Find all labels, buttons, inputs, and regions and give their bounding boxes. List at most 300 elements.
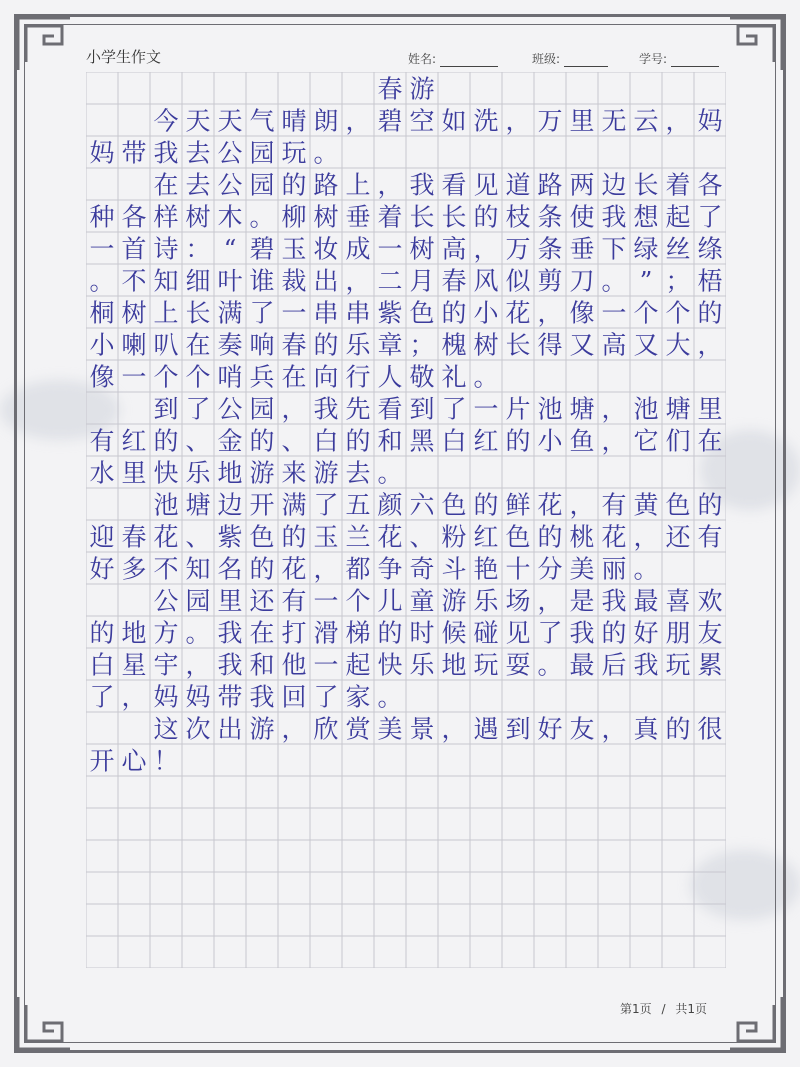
essay-char: 路 <box>313 170 339 200</box>
essay-char: 天 <box>185 106 211 136</box>
essay-char: 了 <box>441 394 467 424</box>
essay-char: 白 <box>313 426 339 456</box>
essay-char: 星 <box>121 650 147 680</box>
essay-char: 。 <box>313 138 339 168</box>
essay-char: 一 <box>313 586 339 616</box>
essay-char: 个 <box>345 586 371 616</box>
essay-char: 奇 <box>409 554 435 584</box>
essay-char: 红 <box>473 426 499 456</box>
essay-char: 的 <box>281 522 307 552</box>
essay-char: ， <box>345 266 371 296</box>
essay-char: 兵 <box>249 362 275 392</box>
essay-char: 叶 <box>217 266 243 296</box>
essay-char: 去 <box>345 458 371 488</box>
essay-char: 的 <box>697 490 723 520</box>
essay-char: 们 <box>665 426 691 456</box>
essay-char: 长 <box>505 330 531 360</box>
essay-char: 一 <box>601 298 627 328</box>
essay-char: ， <box>665 106 691 136</box>
essay-char: 次 <box>185 714 211 744</box>
essay-char: 地 <box>441 650 467 680</box>
essay-char: ， <box>505 106 531 136</box>
essay-char: 洗 <box>473 106 499 136</box>
essay-char: 起 <box>345 650 371 680</box>
essay-char: 回 <box>281 682 307 712</box>
essay-char: 累 <box>697 650 723 680</box>
essay-char: 梯 <box>345 618 371 648</box>
essay-char: ； <box>409 330 435 360</box>
essay-char: 绿 <box>633 234 659 264</box>
essay-char: 到 <box>153 394 179 424</box>
essay-char: 我 <box>569 618 595 648</box>
essay-char: 到 <box>409 394 435 424</box>
essay-char: 乐 <box>409 650 435 680</box>
essay-char: 树 <box>121 298 147 328</box>
essay-char: 还 <box>665 522 691 552</box>
essay-char: ， <box>633 522 659 552</box>
essay-char: 各 <box>697 170 723 200</box>
essay-char: 又 <box>569 330 595 360</box>
essay-char: 树 <box>313 202 339 232</box>
essay-char: 的 <box>601 618 627 648</box>
essay-char: 春 <box>121 522 147 552</box>
essay-char: 。 <box>185 618 211 648</box>
essay-char: 妈 <box>153 682 179 712</box>
essay-char: 。 <box>601 266 627 296</box>
essay-char: 滑 <box>313 618 339 648</box>
essay-char: 的 <box>697 298 723 328</box>
essay-char: 和 <box>249 650 275 680</box>
essay-char: 妆 <box>313 234 339 264</box>
essay-char: 片 <box>505 394 531 424</box>
essay-char: 如 <box>441 106 467 136</box>
essay-char: 欣 <box>313 714 339 744</box>
essay-char: 朋 <box>665 618 691 648</box>
essay-char: 游 <box>441 586 467 616</box>
essay-char: 色 <box>409 298 435 328</box>
essay-char: 这 <box>153 714 179 744</box>
essay-char: 边 <box>217 490 243 520</box>
essay-char: 出 <box>313 266 339 296</box>
essay-char: 小 <box>473 298 499 328</box>
essay-char: 了 <box>313 490 339 520</box>
essay-char: 六 <box>409 490 435 520</box>
essay-char: 。 <box>633 554 659 584</box>
essay-char: 出 <box>217 714 243 744</box>
essay-char: 乐 <box>345 330 371 360</box>
essay-char: 梧 <box>697 266 723 296</box>
essay-char: 花 <box>153 522 179 552</box>
essay-char: 心 <box>121 746 147 776</box>
essay-char: 色 <box>505 522 531 552</box>
essay-char: 一 <box>281 298 307 328</box>
essay-char: 一 <box>313 650 339 680</box>
essay-char: 池 <box>537 394 563 424</box>
essay-char: 章 <box>377 330 403 360</box>
essay-char: ” <box>639 266 653 296</box>
essay-char: 无 <box>601 106 627 136</box>
essay-char: 丽 <box>601 554 627 584</box>
essay-char: 碧 <box>249 234 275 264</box>
essay-char: 水 <box>89 458 115 488</box>
essay-char: 公 <box>217 170 243 200</box>
essay-char: 今 <box>153 106 179 136</box>
essay-char: 、 <box>281 426 307 456</box>
essay-char: 池 <box>633 394 659 424</box>
essay-char: 垂 <box>569 234 595 264</box>
essay-char: 我 <box>409 170 435 200</box>
essay-char: 串 <box>345 298 371 328</box>
essay-char: 玩 <box>473 650 499 680</box>
essay-char: 叭 <box>153 330 179 360</box>
essay-char: 公 <box>153 586 179 616</box>
essay-char: 的 <box>249 426 275 456</box>
essay-char: 真 <box>633 714 659 744</box>
essay-char: 路 <box>537 170 563 200</box>
essay-char: 园 <box>249 170 275 200</box>
essay-char: 万 <box>537 106 563 136</box>
essay-char: 二 <box>377 266 403 296</box>
essay-char: 的 <box>473 202 499 232</box>
essay-char: 见 <box>505 618 531 648</box>
essay-char: 知 <box>153 266 179 296</box>
essay-char: 朗 <box>313 106 339 136</box>
essay-char: 树 <box>473 330 499 360</box>
essay-char: 首 <box>121 234 147 264</box>
essay-char: 、 <box>409 522 435 552</box>
class-label: 班级: <box>532 52 561 66</box>
essay-char: 花 <box>505 298 531 328</box>
essay-char: 色 <box>249 522 275 552</box>
essay-char: 碰 <box>473 618 499 648</box>
essay-char: 细 <box>185 266 211 296</box>
essay-char: 。 <box>377 458 403 488</box>
essay-char: 上 <box>345 170 371 200</box>
essay-char: 枝 <box>505 202 531 232</box>
essay-char: 友 <box>697 618 723 648</box>
essay-char: 塘 <box>569 394 595 424</box>
essay-char: 月 <box>409 266 435 296</box>
essay-char: 桃 <box>569 522 595 552</box>
student-no-field <box>639 50 719 67</box>
essay-char: ， <box>473 234 499 264</box>
grid-lines <box>86 72 726 968</box>
student-no-blank <box>671 54 719 67</box>
essay-char: 丝 <box>665 234 691 264</box>
essay-char: ， <box>601 714 627 744</box>
essay-char: 粉 <box>441 522 467 552</box>
essay-char: 耍 <box>505 650 531 680</box>
essay-char: 气 <box>249 106 275 136</box>
essay-char: 喜 <box>665 586 691 616</box>
name-field <box>408 50 498 67</box>
essay-char: 道 <box>505 170 531 200</box>
essay-char: 紫 <box>377 298 403 328</box>
essay-char: 礼 <box>441 362 467 392</box>
essay-char: 红 <box>473 522 499 552</box>
essay-char: 的 <box>249 554 275 584</box>
essay-char: 的 <box>441 298 467 328</box>
essay-char: ， <box>281 714 307 744</box>
essay-char: 遇 <box>473 714 499 744</box>
essay-char: 塘 <box>185 490 211 520</box>
essay-char: 又 <box>633 330 659 360</box>
essay-char: 妈 <box>89 138 115 168</box>
essay-char: 里 <box>697 394 723 424</box>
essay-char: 的 <box>89 618 115 648</box>
essay-char: 样 <box>153 202 179 232</box>
essay-char: ， <box>601 394 627 424</box>
essay-char: 各 <box>121 202 147 232</box>
essay-char: 在 <box>281 362 307 392</box>
essay-char: “ <box>223 234 237 264</box>
essay-char: 都 <box>345 554 371 584</box>
essay-char: ， <box>537 586 563 616</box>
page-footer <box>620 1000 713 1017</box>
essay-char: 诗 <box>153 234 179 264</box>
essay-char: 白 <box>441 426 467 456</box>
essay-char: 高 <box>601 330 627 360</box>
page-header <box>86 42 726 70</box>
essay-char: 好 <box>537 714 563 744</box>
essay-char: ， <box>313 554 339 584</box>
essay-char: 晴 <box>281 106 307 136</box>
essay-char: 了 <box>537 618 563 648</box>
essay-char: 有 <box>89 426 115 456</box>
essay-char: 树 <box>185 202 211 232</box>
essay-char: 里 <box>569 106 595 136</box>
essay-char: 高 <box>441 234 467 264</box>
essay-char: 奏 <box>217 330 243 360</box>
essay-char: 一 <box>89 234 115 264</box>
essay-char: 我 <box>217 650 243 680</box>
essay-char: 的 <box>377 618 403 648</box>
essay-char: 刀 <box>569 266 595 296</box>
essay-char: 像 <box>569 298 595 328</box>
essay-char: 。 <box>377 682 403 712</box>
essay-char: 花 <box>601 522 627 552</box>
title-char: 春 <box>377 74 403 104</box>
essay-char: 和 <box>377 426 403 456</box>
essay-char: 个 <box>665 298 691 328</box>
essay-char: 行 <box>345 362 371 392</box>
essay-char: 我 <box>217 618 243 648</box>
essay-char: 在 <box>185 330 211 360</box>
essay-char: 、 <box>185 426 211 456</box>
essay-char: 玩 <box>665 650 691 680</box>
essay-char: 玉 <box>281 234 307 264</box>
essay-char: 春 <box>441 266 467 296</box>
essay-char: 的 <box>345 426 371 456</box>
essay-char: ， <box>601 426 627 456</box>
essay-char: 裁 <box>281 266 307 296</box>
essay-char: 满 <box>217 298 243 328</box>
essay-char: ； <box>665 266 691 296</box>
essay-char: 鱼 <box>569 426 595 456</box>
essay-char: 公 <box>217 138 243 168</box>
essay-char: 方 <box>153 618 179 648</box>
essay-char: 一 <box>473 394 499 424</box>
essay-char: 万 <box>505 234 531 264</box>
essay-char: 开 <box>89 746 115 776</box>
essay-char: 的 <box>281 170 307 200</box>
essay-char: 紫 <box>217 522 243 552</box>
essay-char: 喇 <box>121 330 147 360</box>
essay-char: 一 <box>121 362 147 392</box>
essay-char: 。 <box>249 202 275 232</box>
page-total: 共1页 <box>675 1002 707 1016</box>
essay-char: 欢 <box>697 586 723 616</box>
essay-char: 好 <box>89 554 115 584</box>
essay-char: 在 <box>697 426 723 456</box>
essay-char: 见 <box>473 170 499 200</box>
essay-char: 还 <box>249 586 275 616</box>
essay-char: 游 <box>249 458 275 488</box>
essay-char: 景 <box>409 714 435 744</box>
essay-char: 个 <box>185 362 211 392</box>
essay-char: 人 <box>377 362 403 392</box>
corner-ornament-top-left <box>14 14 74 74</box>
essay-char: 友 <box>569 714 595 744</box>
essay-char: 名 <box>217 554 243 584</box>
essay-char: 美 <box>377 714 403 744</box>
essay-char: 似 <box>505 266 531 296</box>
essay-char: 玩 <box>281 138 307 168</box>
essay-char: 好 <box>633 618 659 648</box>
essay-char: 条 <box>537 234 563 264</box>
essay-char: 童 <box>409 586 435 616</box>
essay-char: 串 <box>313 298 339 328</box>
essay-char: 它 <box>633 426 659 456</box>
essay-char: 他 <box>281 650 307 680</box>
essay-char: 个 <box>633 298 659 328</box>
essay-char: 了 <box>185 394 211 424</box>
essay-char: 着 <box>665 170 691 200</box>
essay-char: ， <box>569 490 595 520</box>
essay-char: 成 <box>345 234 371 264</box>
essay-char: 游 <box>249 714 275 744</box>
essay-char: 上 <box>153 298 179 328</box>
essay-char: 塘 <box>665 394 691 424</box>
essay-char: 兰 <box>345 522 371 552</box>
essay-char: 花 <box>537 490 563 520</box>
essay-char: 了 <box>249 298 275 328</box>
class-field <box>532 50 608 67</box>
essay-char: 花 <box>377 522 403 552</box>
essay-char: 知 <box>185 554 211 584</box>
essay-char: 有 <box>697 522 723 552</box>
essay-char: 两 <box>569 170 595 200</box>
essay-char: 我 <box>601 202 627 232</box>
essay-char: 颜 <box>377 490 403 520</box>
essay-char: 白 <box>89 650 115 680</box>
essay-char: 的 <box>153 426 179 456</box>
essay-char: 带 <box>217 682 243 712</box>
essay-char: 了 <box>89 682 115 712</box>
essay-char: ， <box>345 106 371 136</box>
essay-char: 快 <box>377 650 403 680</box>
essay-char: 妈 <box>185 682 211 712</box>
essay-char: 里 <box>121 458 147 488</box>
essay-char: 园 <box>185 586 211 616</box>
essay-char: 起 <box>665 202 691 232</box>
essay-char: ！ <box>153 746 179 776</box>
corner-ornament-bottom-right <box>726 993 786 1053</box>
essay-char: 敬 <box>409 362 435 392</box>
corner-ornament-bottom-left <box>14 993 74 1053</box>
essay-char: 带 <box>121 138 147 168</box>
corner-ornament-top-right <box>726 14 786 74</box>
essay-char: 大 <box>665 330 691 360</box>
essay-char: 看 <box>377 394 403 424</box>
essay-char: 的 <box>537 522 563 552</box>
essay-char: 我 <box>601 586 627 616</box>
essay-char: 不 <box>121 266 147 296</box>
essay-char: 是 <box>569 586 595 616</box>
essay-char: 十 <box>505 554 531 584</box>
essay-char: 在 <box>249 618 275 648</box>
name-blank <box>440 54 498 67</box>
essay-char: 像 <box>89 362 115 392</box>
essay-char: 有 <box>601 490 627 520</box>
essay-char: ， <box>537 298 563 328</box>
essay-char: 的 <box>665 714 691 744</box>
essay-char: 长 <box>409 202 435 232</box>
essay-char: 鲜 <box>505 490 531 520</box>
essay-char: 斗 <box>441 554 467 584</box>
essay-char: 美 <box>569 554 595 584</box>
essay-char: 木 <box>217 202 243 232</box>
essay-char: 色 <box>441 490 467 520</box>
title-char: 游 <box>409 74 435 104</box>
essay-char: 黄 <box>633 490 659 520</box>
essay-char: 在 <box>153 170 179 200</box>
essay-char: 黑 <box>409 426 435 456</box>
essay-char: 柳 <box>281 202 307 232</box>
essay-char: 绦 <box>697 234 723 264</box>
essay-char: 桐 <box>89 298 115 328</box>
essay-char: 池 <box>153 490 179 520</box>
essay-char: 得 <box>537 330 563 360</box>
essay-char: 想 <box>633 202 659 232</box>
essay-char: 满 <box>281 490 307 520</box>
essay-char: 云 <box>633 106 659 136</box>
essay-char: 时 <box>409 618 435 648</box>
essay-char: 儿 <box>377 586 403 616</box>
essay-char: 迎 <box>89 522 115 552</box>
essay-char: 家 <box>345 682 371 712</box>
essay-char: 分 <box>537 554 563 584</box>
essay-char: ， <box>185 650 211 680</box>
essay-char: 我 <box>153 138 179 168</box>
student-no-label: 学号: <box>639 52 668 66</box>
essay-char: 的 <box>313 330 339 360</box>
essay-char: 去 <box>185 170 211 200</box>
name-label: 姓名: <box>408 52 437 66</box>
essay-char: 宇 <box>153 650 179 680</box>
essay-char: ， <box>697 330 723 360</box>
essay-char: 有 <box>281 586 307 616</box>
class-blank <box>564 54 608 67</box>
essay-char: 乐 <box>473 586 499 616</box>
essay-char: 五 <box>345 490 371 520</box>
essay-char: 树 <box>409 234 435 264</box>
essay-char: 地 <box>121 618 147 648</box>
essay-char: 艳 <box>473 554 499 584</box>
essay-char: 天 <box>217 106 243 136</box>
essay-char: 小 <box>89 330 115 360</box>
essay-char: 长 <box>633 170 659 200</box>
